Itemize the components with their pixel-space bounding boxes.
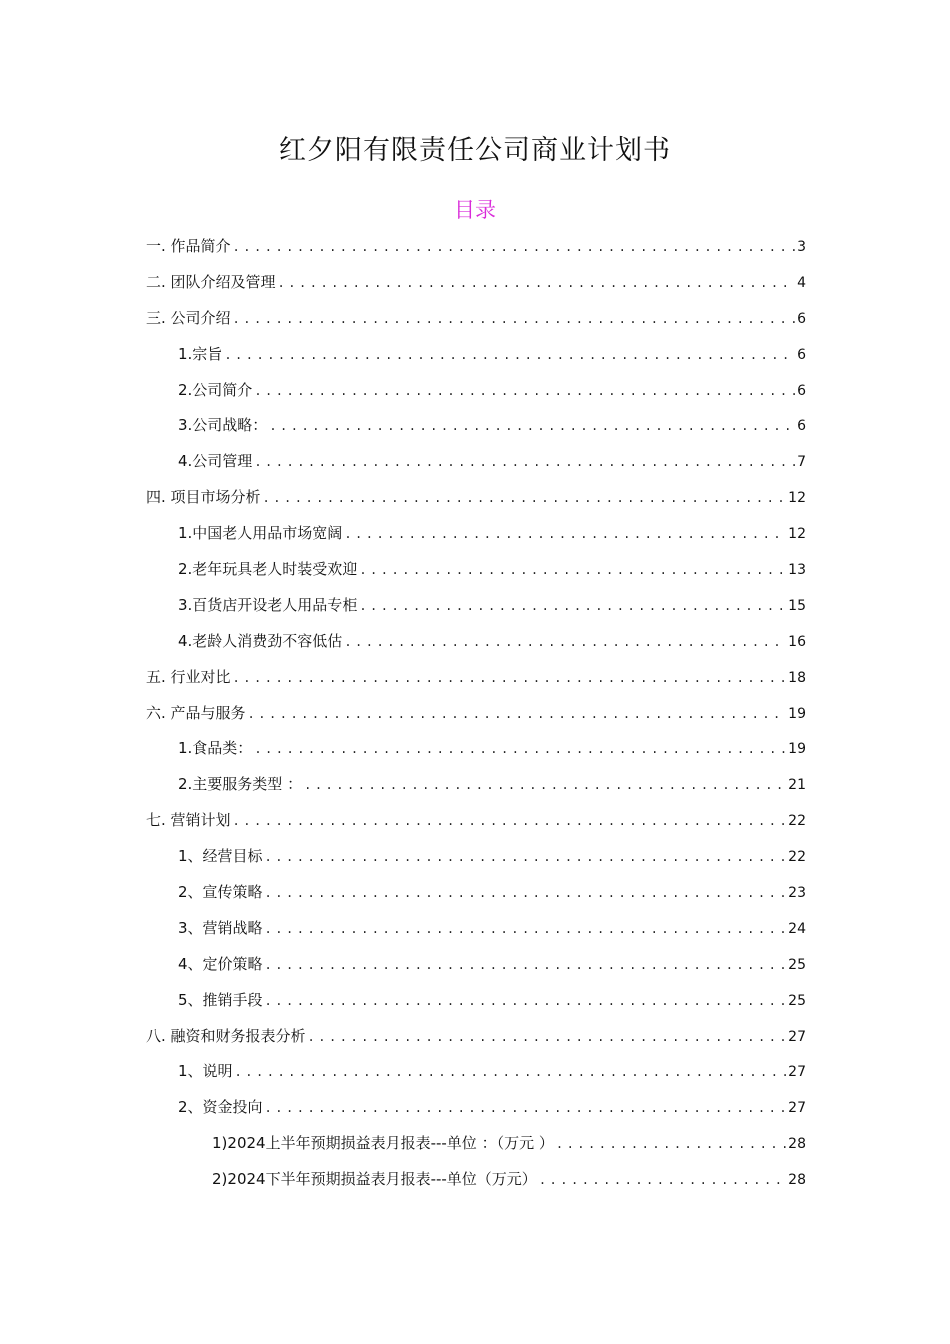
toc-entry-page-number: 12: [788, 526, 806, 543]
toc-entry[interactable]: [146, 661, 806, 697]
toc-dot-leader: [265, 841, 787, 873]
toc-entry-label: 2、资金投向: [178, 1098, 263, 1117]
toc-entry-page-number: 27: [788, 1028, 806, 1045]
toc-dot-leader: [344, 518, 786, 550]
toc-dot-leader: [539, 1164, 786, 1196]
toc-entry-label: 六. 产品与服务: [146, 703, 246, 722]
toc-dot-leader: [254, 733, 786, 765]
toc-entry-page-number: 4: [797, 274, 806, 291]
toc-entry-label: 1、经营目标: [178, 847, 263, 866]
toc-entry[interactable]: [146, 912, 806, 948]
toc-dot-leader: [235, 1056, 787, 1088]
toc-entry-label: 1.食品类：: [178, 739, 253, 758]
toc-entry-page-number: 12: [788, 490, 806, 507]
toc-entry[interactable]: [146, 840, 806, 876]
toc-dot-leader: [304, 769, 786, 801]
toc-entry-page-number: 7: [797, 454, 806, 471]
toc-dot-leader: [278, 267, 796, 299]
toc-entry-label: 1、说明: [178, 1062, 233, 1081]
toc-entry[interactable]: [146, 517, 806, 553]
toc-entry-page-number: 18: [788, 669, 806, 686]
toc-dot-leader: [224, 339, 795, 371]
toc-dot-leader: [265, 985, 787, 1017]
toc-entry[interactable]: [146, 876, 806, 912]
toc-dot-leader: [359, 554, 786, 586]
toc-entry[interactable]: [146, 1091, 806, 1127]
toc-entry-page-number: 22: [788, 849, 806, 866]
toc-dot-leader: [556, 1128, 786, 1160]
toc-entry[interactable]: [146, 409, 806, 445]
toc-entry[interactable]: [146, 338, 806, 374]
toc-entry-page-number: 25: [788, 956, 806, 973]
toc-entry-page-number: 6: [797, 346, 806, 363]
toc-dot-leader: [265, 877, 787, 909]
toc-entry[interactable]: [146, 1055, 806, 1091]
toc-entry-label: 1.宗旨: [178, 344, 223, 363]
toc-dot-leader: [308, 1021, 787, 1053]
toc-entry-label: 3、营销战略: [178, 918, 263, 937]
toc-entry[interactable]: [146, 732, 806, 768]
toc-entry[interactable]: [146, 984, 806, 1020]
toc-entry[interactable]: [146, 374, 806, 410]
toc-dot-leader: [265, 913, 787, 945]
toc-dot-leader: [254, 375, 795, 407]
toc-entry-page-number: 15: [788, 597, 806, 614]
toc-entry-page-number: 6: [797, 418, 806, 435]
table-of-contents: [146, 230, 806, 1199]
toc-entry-label: 1.中国老人用品市场宽阔: [178, 524, 343, 543]
toc-dot-leader: [233, 303, 796, 335]
toc-entry[interactable]: [146, 553, 806, 589]
toc-dot-leader: [254, 446, 795, 478]
toc-entry-label: 3.百货店开设老人用品专柜: [178, 595, 358, 614]
toc-entry-label: 4.公司管理: [178, 452, 253, 471]
toc-dot-leader: [233, 231, 796, 263]
toc-entry[interactable]: [146, 589, 806, 625]
toc-entry[interactable]: [146, 804, 806, 840]
toc-heading: 目录: [454, 198, 496, 222]
toc-entry-label: 一. 作品简介: [146, 237, 231, 255]
toc-entry-label: 三. 公司介绍: [146, 308, 231, 327]
toc-entry-page-number: 3: [797, 239, 806, 255]
toc-entry-page-number: 19: [788, 705, 806, 722]
toc-entry-label: 3.公司战略：: [178, 416, 268, 435]
toc-entry[interactable]: [146, 445, 806, 481]
toc-entry-page-number: 19: [788, 741, 806, 758]
toc-entry[interactable]: [146, 625, 806, 661]
toc-entry[interactable]: [146, 768, 806, 804]
toc-entry-page-number: 24: [788, 920, 806, 937]
toc-entry[interactable]: [146, 266, 806, 302]
toc-entry-label: 七. 营销计划: [146, 811, 231, 830]
toc-entry[interactable]: [146, 1127, 806, 1163]
toc-entry-page-number: 22: [788, 813, 806, 830]
toc-entry-page-number: 25: [788, 992, 806, 1009]
toc-dot-leader: [265, 949, 787, 981]
toc-entry-label: 五. 行业对比: [146, 667, 231, 686]
toc-entry-page-number: 28: [788, 1172, 806, 1189]
toc-dot-leader: [233, 662, 787, 694]
toc-dot-leader: [233, 805, 787, 837]
toc-dot-leader: [265, 1092, 787, 1124]
toc-entry[interactable]: [146, 948, 806, 984]
toc-entry-page-number: 13: [788, 562, 806, 579]
toc-entry-page-number: 6: [797, 310, 806, 327]
toc-entry-label: 4.老龄人消费劲不容低估: [178, 631, 343, 650]
toc-entry[interactable]: [146, 302, 806, 338]
toc-entry-page-number: 6: [797, 382, 806, 399]
toc-entry-page-number: 27: [788, 1100, 806, 1117]
toc-dot-leader: [359, 590, 786, 622]
toc-entry-label: 5、推销手段: [178, 990, 263, 1009]
toc-dot-leader: [269, 410, 795, 442]
toc-entry[interactable]: [146, 230, 806, 266]
toc-entry-page-number: 27: [788, 1064, 806, 1081]
toc-entry[interactable]: [146, 481, 806, 517]
toc-entry-label: 2、宣传策略: [178, 883, 263, 902]
toc-dot-leader: [263, 482, 787, 514]
toc-entry-page-number: 21: [788, 777, 806, 794]
document-title: 红夕阳有限责任公司商业计划书: [279, 135, 671, 166]
toc-entry-label: 2.老年玩具老人时装受欢迎: [178, 560, 358, 579]
toc-entry[interactable]: [146, 1163, 806, 1199]
toc-dot-leader: [344, 626, 786, 658]
toc-entry-label: 4、定价策略: [178, 954, 263, 973]
toc-entry-label: 八. 融资和财务报表分析: [146, 1026, 306, 1045]
toc-entry-page-number: 28: [788, 1136, 806, 1153]
toc-entry[interactable]: [146, 697, 806, 733]
toc-entry-label: 二. 团队介绍及管理: [146, 272, 276, 291]
toc-entry-label: 2.主要服务类型 ：: [178, 775, 303, 794]
toc-entry[interactable]: [146, 1020, 806, 1056]
toc-dot-leader: [248, 698, 787, 730]
toc-entry-page-number: 16: [788, 633, 806, 650]
toc-entry-label: 2)2024下半年预期损益表月报表---单位（万元）: [212, 1170, 537, 1189]
toc-entry-page-number: 23: [788, 885, 806, 902]
toc-entry-label: 2.公司简介: [178, 380, 253, 399]
toc-entry-label: 1)2024上半年预期损益表月报表---单位 ：（万元 ）: [212, 1134, 554, 1153]
toc-entry-label: 四. 项目市场分析: [146, 488, 261, 507]
